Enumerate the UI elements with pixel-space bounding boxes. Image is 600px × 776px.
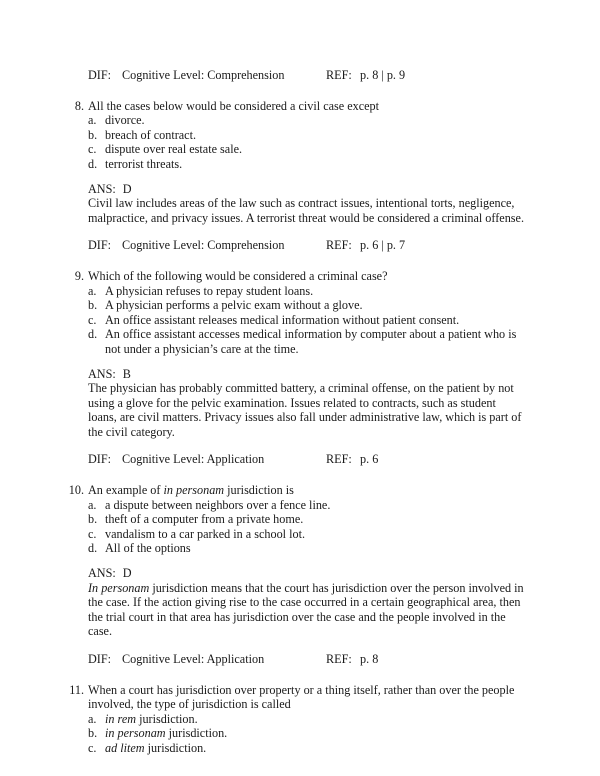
answer-value: D bbox=[122, 181, 132, 196]
metadata-line-top bbox=[62, 68, 528, 83]
question-number: 8. bbox=[74, 98, 84, 113]
option-text: divorce. bbox=[105, 113, 145, 128]
dif-label: DIF: bbox=[88, 652, 112, 666]
list-item bbox=[62, 142, 528, 157]
rationale-latin-term: In personam bbox=[88, 580, 150, 595]
option-text-rest: jurisdiction. bbox=[165, 726, 228, 741]
option-list bbox=[62, 113, 528, 171]
option-letter: c. bbox=[88, 142, 97, 157]
question-stem: All the cases below would be considered a civil case except bbox=[88, 98, 380, 113]
rationale-body: jurisdiction means that the court has jurisdiction over the person involved in the case. If the action giving rise to the case occurred in a certain geographical area, then the trial court in that area has jurisdiction over the case and the people involved in the case. bbox=[88, 580, 524, 639]
list-item bbox=[62, 527, 528, 542]
list-item bbox=[62, 313, 528, 328]
list-item bbox=[62, 541, 528, 556]
option-text: dispute over real estate sale. bbox=[105, 142, 243, 157]
list-item bbox=[62, 157, 528, 172]
spacer bbox=[62, 439, 528, 452]
spacer bbox=[62, 253, 528, 269]
option-text: An office assistant releases medical information without patient consent. bbox=[105, 312, 460, 327]
question-item bbox=[62, 99, 528, 114]
question-stem: Which of the following would be considered a criminal case? bbox=[88, 268, 388, 283]
option-letter: b. bbox=[88, 726, 98, 741]
answer-line bbox=[62, 367, 528, 382]
list-item bbox=[62, 327, 528, 356]
option-latin-term: in rem bbox=[105, 711, 137, 726]
option-text bbox=[105, 741, 528, 756]
list-item bbox=[62, 498, 528, 513]
question-number: 11. bbox=[69, 682, 84, 697]
ref-label: REF: bbox=[326, 452, 352, 467]
list-item bbox=[62, 712, 528, 727]
dif-label: DIF: bbox=[88, 68, 112, 82]
dif-value: Cognitive Level: Application bbox=[122, 452, 265, 467]
option-list bbox=[62, 712, 528, 756]
option-letter: b. bbox=[88, 512, 98, 527]
metadata-line bbox=[62, 452, 528, 467]
question-item bbox=[62, 269, 528, 284]
ref-value: p. 6 bbox=[360, 452, 379, 467]
list-item bbox=[62, 741, 528, 756]
dif-value: Cognitive Level: Comprehension bbox=[122, 68, 285, 82]
option-letter: c. bbox=[88, 740, 97, 755]
option-text: a dispute between neighbors over a fence line. bbox=[105, 497, 331, 512]
answer-line bbox=[62, 182, 528, 197]
option-text: A physician refuses to repay student loans. bbox=[105, 283, 314, 298]
option-text: A physician performs a pelvic exam without a glove. bbox=[105, 298, 363, 313]
spacer bbox=[62, 357, 528, 367]
ref-label: REF: bbox=[326, 68, 352, 82]
option-text: vandalism to a car parked in a school lot. bbox=[105, 526, 306, 541]
dif-value: Cognitive Level: Application bbox=[122, 652, 265, 666]
spacer bbox=[62, 639, 528, 652]
question-item bbox=[62, 483, 528, 498]
list-item bbox=[62, 726, 528, 741]
answer-value: D bbox=[122, 566, 132, 581]
question-item bbox=[62, 683, 528, 712]
spacer bbox=[62, 556, 528, 566]
list-item bbox=[62, 298, 528, 313]
list-item bbox=[62, 284, 528, 299]
dif-label: DIF: bbox=[88, 452, 112, 467]
question-stem bbox=[88, 483, 528, 498]
stem-latin-term: in personam bbox=[163, 483, 225, 498]
answer-line bbox=[62, 566, 528, 581]
spacer bbox=[62, 667, 528, 683]
question-stem: When a court has jurisdiction over property or a thing itself, rather than over the people involved, the type of jurisdiction is called bbox=[88, 682, 515, 712]
option-letter: b. bbox=[88, 298, 98, 313]
option-text-rest: jurisdiction. bbox=[144, 740, 207, 755]
option-letter: d. bbox=[88, 327, 98, 342]
option-letter: c. bbox=[88, 526, 97, 541]
option-latin-term: ad litem bbox=[105, 740, 145, 755]
option-text: breach of contract. bbox=[105, 127, 197, 142]
option-text: theft of a computer from a private home. bbox=[105, 512, 304, 527]
ref-value: p. 8 | p. 9 bbox=[360, 68, 406, 82]
list-item bbox=[62, 128, 528, 143]
answer-value: B bbox=[122, 366, 131, 381]
ref-label: REF: bbox=[326, 238, 352, 253]
option-list bbox=[62, 284, 528, 357]
answer-label: ANS: bbox=[88, 181, 116, 196]
dif-label: DIF: bbox=[88, 238, 112, 253]
option-letter: a. bbox=[88, 113, 97, 128]
question-number: 10. bbox=[68, 483, 84, 498]
rationale-text: The physician has probably committed battery, a criminal offense, on the patient by not using a glove for the pelvic examination. Issues related to contracts, such as student loans, are civil matters. Privacy issues also fall under administrative law, which is part of the civil category. bbox=[88, 381, 522, 439]
option-letter: a. bbox=[88, 711, 97, 726]
option-letter: c. bbox=[88, 312, 97, 327]
spacer bbox=[62, 172, 528, 182]
metadata-line bbox=[62, 652, 528, 667]
stem-prefix: An example of bbox=[88, 483, 164, 498]
option-list bbox=[62, 498, 528, 556]
option-text bbox=[105, 712, 528, 727]
rationale-text bbox=[62, 581, 528, 639]
option-text bbox=[105, 726, 528, 741]
metadata-line bbox=[62, 238, 528, 253]
option-letter: a. bbox=[88, 497, 97, 512]
answer-label: ANS: bbox=[88, 566, 116, 581]
ref-value: p. 8 bbox=[360, 652, 379, 666]
option-latin-term: in personam bbox=[105, 726, 166, 741]
question-number: 9. bbox=[74, 268, 84, 283]
list-item bbox=[62, 113, 528, 128]
option-letter: d. bbox=[88, 541, 98, 556]
ref-value: p. 6 | p. 7 bbox=[360, 238, 406, 253]
option-text-rest: jurisdiction. bbox=[136, 711, 198, 726]
option-text: All of the options bbox=[105, 541, 191, 556]
stem-suffix: jurisdiction is bbox=[224, 483, 294, 498]
option-text: terrorist threats. bbox=[105, 156, 183, 171]
list-item bbox=[62, 512, 528, 527]
rationale-text: Civil law includes areas of the law such as contract issues, intentional torts, negligence, malpractice, and privacy issues. A terrorist threat would be considered a criminal offense. bbox=[88, 196, 525, 225]
option-letter: a. bbox=[88, 283, 97, 298]
ref-label: REF: bbox=[326, 652, 352, 666]
option-text: An office assistant accesses medical information by computer about a patient who is not under a physician’s care at the time. bbox=[105, 327, 517, 356]
option-letter: b. bbox=[88, 127, 98, 142]
spacer bbox=[62, 83, 528, 99]
option-letter: d. bbox=[88, 156, 98, 171]
spacer bbox=[62, 467, 528, 483]
answer-label: ANS: bbox=[88, 366, 116, 381]
dif-value: Cognitive Level: Comprehension bbox=[122, 238, 285, 253]
spacer bbox=[62, 225, 528, 238]
